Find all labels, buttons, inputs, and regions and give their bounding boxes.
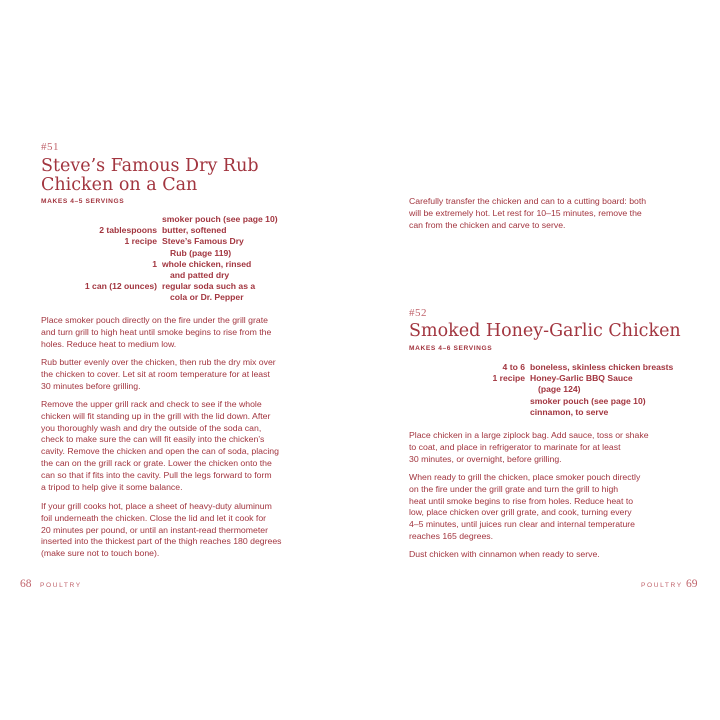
text-line: cavity. Remove the chicken and open the can of soda, placing	[41, 446, 279, 457]
text-line: Place smoker pouch directly on the fire under the grill grate	[41, 315, 268, 325]
text-line: will be extremely hot. Let rest for 10–15 minutes, remove the	[409, 207, 642, 218]
text-line: 4–5 minutes, until juices run clear and internal temperature	[409, 519, 635, 530]
ingredient	[99, 225, 278, 236]
ingredient	[152, 258, 278, 281]
text-line: Dust chicken with cinnamon when ready to serve.	[409, 549, 600, 559]
ingredient	[530, 396, 673, 407]
ingredient-quantity: 1	[152, 258, 157, 269]
ingredient-item: smoker pouch (see page 10)	[530, 395, 646, 406]
text-line: to coat, and place in refrigerator to marinate for at least	[409, 441, 621, 452]
text-line: a tripod to help give it some balance.	[41, 481, 183, 492]
recipe-title-line: Smoked Honey-Garlic Chicken	[409, 321, 681, 341]
text-line: the chicken to cover. Let sit at room temperature for at least	[41, 368, 270, 379]
ingredient-list	[492, 362, 674, 418]
ingredient-quantity: 1 recipe	[124, 236, 157, 247]
ingredient-item-continued: and patted dry	[170, 270, 230, 281]
recipe-title-line: Chicken on a Can	[41, 175, 198, 195]
ingredient-item: butter, softened	[162, 225, 227, 236]
running-footer-section: POULTRY	[641, 582, 683, 589]
text-line: heat until smoke begins to rise from holes. Reduce heat to	[409, 495, 634, 506]
text-line: When ready to grill the chicken, place smoker pouch directly	[409, 472, 641, 482]
recipe-title	[409, 322, 681, 341]
method-paragraph	[409, 430, 649, 465]
ingredient-item: smoker pouch (see page 10)	[162, 214, 278, 224]
ingredient-item: Honey-Garlic BBQ Sauce	[530, 373, 633, 384]
ingredient-item: Steve’s Famous Dry	[162, 236, 244, 247]
ingredient-item: whole chicken, rinsed	[162, 258, 252, 269]
text-line: the can on the grill rack or grate. Lower the chicken onto the	[41, 457, 272, 468]
method-paragraph	[41, 315, 271, 350]
recipe-title-line: Steve’s Famous Dry Rub	[41, 156, 259, 176]
text-line: inserted into the thickest part of the thigh reaches 180 degrees	[41, 536, 282, 547]
ingredient-quantity: 1 can (12 ounces)	[84, 281, 157, 292]
text-line: check to make sure the can will fit easily into the chicken’s	[41, 434, 265, 445]
recipe-title	[41, 157, 259, 195]
text-line: Carefully transfer the chicken and can to a cutting board: both	[409, 196, 647, 206]
running-footer-section: POULTRY	[40, 582, 82, 589]
continued-paragraph	[409, 196, 646, 231]
ingredient	[492, 373, 673, 395]
ingredient	[530, 407, 673, 418]
text-line: on the fire under the grill grate and turn the grill to high	[409, 483, 619, 494]
ingredient	[162, 214, 278, 225]
text-line: reaches 165 degrees.	[409, 530, 494, 541]
text-line: 20 minutes per pound, or until an instant-read thermometer	[41, 524, 268, 535]
recipe-number: #51	[41, 141, 59, 153]
method-paragraph	[409, 549, 600, 561]
text-line: Remove the upper grill rack and check to see if the whole	[41, 399, 262, 409]
ingredient-item: regular soda such as a	[162, 281, 256, 292]
method-paragraph	[41, 501, 282, 560]
text-line: and turn grill to high heat until smoke begins to rise from the	[41, 326, 272, 337]
method-paragraph	[41, 357, 276, 392]
text-line: (make sure not to touch bone).	[41, 548, 160, 559]
text-line: low, place chicken over grill grate, and cook, turning every	[409, 507, 632, 518]
text-line: chicken will fit standing up in the grill with the lid down. After	[41, 410, 271, 421]
text-line: you thoroughly wash and dry the outside of the soda can,	[41, 422, 262, 433]
text-line: Place chicken in a large ziplock bag. Add sauce, toss or shake	[409, 430, 649, 440]
recipe-number: #52	[409, 307, 427, 319]
method-paragraph	[41, 399, 279, 493]
ingredient-quantity: 1 recipe	[492, 373, 525, 384]
method-paragraph	[409, 472, 640, 543]
page-number: 69	[686, 578, 698, 590]
page-number: 68	[20, 578, 32, 590]
text-line: holes. Reduce heat to medium low.	[41, 338, 177, 349]
ingredient	[124, 236, 278, 258]
text-line: 30 minutes, or overnight, before grilling.	[409, 453, 562, 464]
ingredient	[502, 362, 674, 373]
ingredient-item: cinnamon, to serve	[530, 406, 609, 417]
ingredient-quantity: 2 tablespoons	[99, 225, 157, 236]
ingredient	[84, 281, 278, 303]
ingredient-item-continued: (page 124)	[538, 384, 581, 395]
text-line: can from the chicken and carve to serve.	[409, 219, 566, 230]
ingredient-quantity: 4 to 6	[502, 362, 525, 372]
text-line: can so that if fits into the cavity. Pull the legs forward to form	[41, 469, 272, 480]
ingredient-item-continued: cola or Dr. Pepper	[170, 292, 244, 303]
ingredient-item: boneless, skinless chicken breasts	[530, 362, 674, 372]
text-line: foil underneath the chicken. Close the lid and let it cook for	[41, 512, 267, 523]
ingredient-list	[84, 214, 278, 304]
text-line: If your grill cooks hot, place a sheet of heavy-duty aluminum	[41, 501, 272, 511]
servings: MAKES 4–5 SERVINGS	[41, 198, 125, 205]
text-line: 30 minutes before grilling.	[41, 380, 141, 391]
ingredient-item-continued: Rub (page 119)	[170, 247, 232, 258]
text-line: Rub butter evenly over the chicken, then rub the dry mix over	[41, 357, 276, 367]
servings: MAKES 4–6 SERVINGS	[409, 345, 493, 352]
